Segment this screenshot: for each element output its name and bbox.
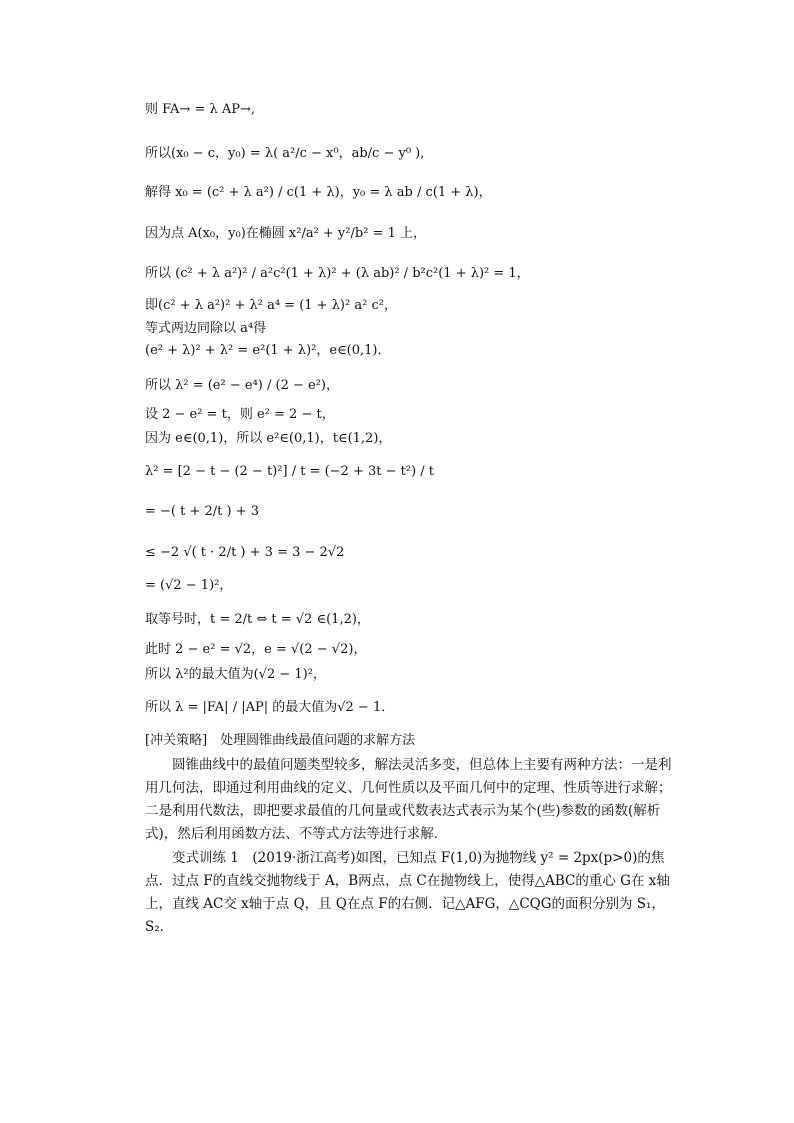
math-line-8: (e² + λ)² + λ² = e²(1 + λ)²，e∈(0,1)．	[145, 343, 391, 358]
math-line-13: = −( t + 2/t ) + 3	[145, 504, 260, 519]
math-line-6: 即(c² + λ a²)² + λ² a⁴ = (1 + λ)² a² c²，	[145, 298, 397, 313]
math-line-14: ≤ −2 √( t · 2/t ) + 3 = 3 − 2√2	[145, 545, 345, 560]
math-line-12: λ² = [2 − t − (2 − t)²] / t = (−2 + 3t − t²) / t	[145, 464, 435, 479]
math-line-4: 因为点 A(x₀，y₀)在椭圆 x²/a² + y²/b² = 1 上，	[145, 226, 426, 241]
math-line-17: 此时 2 − e² = √2，e = √(2 − √2)，	[145, 642, 367, 657]
exercise-paragraph	[145, 847, 675, 939]
math-line-10: 设 2 − e² = t，则 e² = 2 − t，	[145, 407, 335, 422]
math-line-19: 所以 λ = |FA| / |AP| 的最大值为√2 − 1．	[145, 700, 395, 715]
math-line-2: 所以(x₀ − c，y₀) = λ( a²/c − x⁰，ab/c − y⁰ ),	[145, 146, 425, 161]
math-line-5: 所以 (c² + λ a²)² / a²c²(1 + λ)² + (λ ab)² / b²c²(1 + λ)² = 1，	[145, 266, 530, 281]
exercise-text: 变式训练 1 (2019·浙江高考)如图，已知点 F(1,0)为抛物线 y² = 2px(p>0)的焦点．过点 F的直线交抛物线于 A，B两点，点 C在抛物线上，使得△ABC的重心 G在 x轴上，直线 AC交 x轴于点 Q，且 Q在点 F的右侧．记△AFG，△CQG的面积分别为 S₁，S₂．	[145, 850, 670, 935]
strategy-body: 圆锥曲线中的最值问题类型较多，解法灵活多变，但总体上主要有两种方法：一是利用几何法，即通过利用曲线的定义、几何性质以及平面几何中的定理、性质等进行求解；二是利用代数法，即把要求最值的几何量或代数表达式表示为某个(些)参数的函数(解析式)，然后利用函数方法、不等式方法等进行求解．	[145, 757, 672, 842]
math-line-15: = (√2 − 1)²，	[145, 578, 233, 593]
math-line-3: 解得 x₀ = (c² + λ a²) / c(1 + λ)，y₀ = λ ab / c(1 + λ)，	[145, 185, 492, 200]
math-line-9: 所以 λ² = (e² − e⁴) / (2 − e²)，	[145, 378, 339, 393]
math-line-18: 所以 λ²的最大值为(√2 − 1)²，	[145, 667, 326, 682]
math-line-7: 等式两边同除以 a⁴得	[145, 321, 267, 336]
math-line-1: 则 FA→ = λ AP→,	[145, 102, 255, 117]
strategy-paragraph	[145, 754, 675, 846]
strategy-heading: [冲关策略] 处理圆锥曲线最值问题的求解方法	[145, 733, 416, 748]
math-line-11: 因为 e∈(0,1)，所以 e²∈(0,1)，t∈(1,2)，	[145, 431, 392, 446]
math-line-16: 取等号时，t = 2/t ⇔ t = √2 ∈(1,2)，	[145, 612, 370, 627]
